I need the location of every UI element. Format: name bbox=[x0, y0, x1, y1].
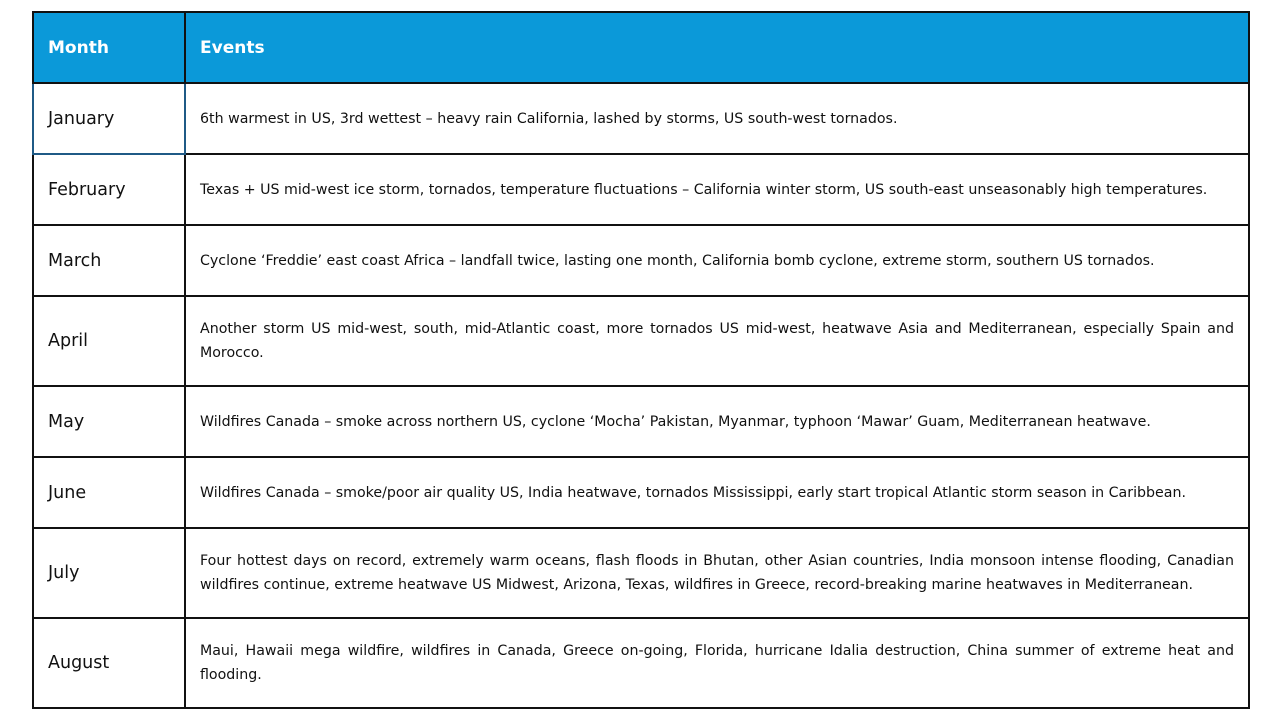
month-cell[interactable]: August bbox=[33, 618, 185, 708]
table-row bbox=[33, 618, 1249, 708]
month-column-header: Month bbox=[33, 12, 185, 83]
table-row bbox=[33, 457, 1249, 528]
table-row bbox=[33, 83, 1249, 154]
events-cell[interactable]: Four hottest days on record, extremely warm oceans, flash floods in Bhutan, other Asian countries, India monsoon intense flooding, Canadian wildfires continue, extreme heatwave US Midwest, Arizona, Texas, wildfires in Greece, record-breaking marine heatwaves in Mediterranean. bbox=[185, 528, 1249, 618]
month-cell[interactable]: January bbox=[33, 83, 185, 154]
table-header-row bbox=[33, 12, 1249, 83]
month-cell[interactable]: June bbox=[33, 457, 185, 528]
events-cell[interactable]: Texas + US mid-west ice storm, tornados, temperature fluctuations – California winter storm, US south-east unseasonably high temperatures. bbox=[185, 154, 1249, 225]
events-column-header: Events bbox=[185, 12, 1249, 83]
month-cell[interactable]: February bbox=[33, 154, 185, 225]
events-cell[interactable]: Maui, Hawaii mega wildfire, wildfires in Canada, Greece on-going, Florida, hurricane Idalia destruction, China summer of extreme heat and flooding. bbox=[185, 618, 1249, 708]
events-table-container bbox=[32, 11, 1248, 709]
table-row bbox=[33, 386, 1249, 457]
table-row bbox=[33, 154, 1249, 225]
events-cell[interactable]: Wildfires Canada – smoke across northern US, cyclone ‘Mocha’ Pakistan, Myanmar, typhoon ‘Mawar’ Guam, Mediterranean heatwave. bbox=[185, 386, 1249, 457]
month-cell[interactable]: May bbox=[33, 386, 185, 457]
events-cell[interactable]: Cyclone ‘Freddie’ east coast Africa – landfall twice, lasting one month, California bomb cyclone, extreme storm, southern US tornados. bbox=[185, 225, 1249, 296]
events-table bbox=[32, 11, 1250, 709]
month-cell[interactable]: March bbox=[33, 225, 185, 296]
events-cell[interactable]: Another storm US mid-west, south, mid-Atlantic coast, more tornados US mid-west, heatwave Asia and Mediterranean, especially Spain and Morocco. bbox=[185, 296, 1249, 386]
table-row bbox=[33, 225, 1249, 296]
events-cell[interactable]: Wildfires Canada – smoke/poor air quality US, India heatwave, tornados Mississippi, early start tropical Atlantic storm season in Caribbean. bbox=[185, 457, 1249, 528]
events-cell[interactable]: 6th warmest in US, 3rd wettest – heavy rain California, lashed by storms, US south-west tornados. bbox=[185, 83, 1249, 154]
month-cell[interactable]: July bbox=[33, 528, 185, 618]
table-row bbox=[33, 528, 1249, 618]
month-cell[interactable]: April bbox=[33, 296, 185, 386]
table-row bbox=[33, 296, 1249, 386]
